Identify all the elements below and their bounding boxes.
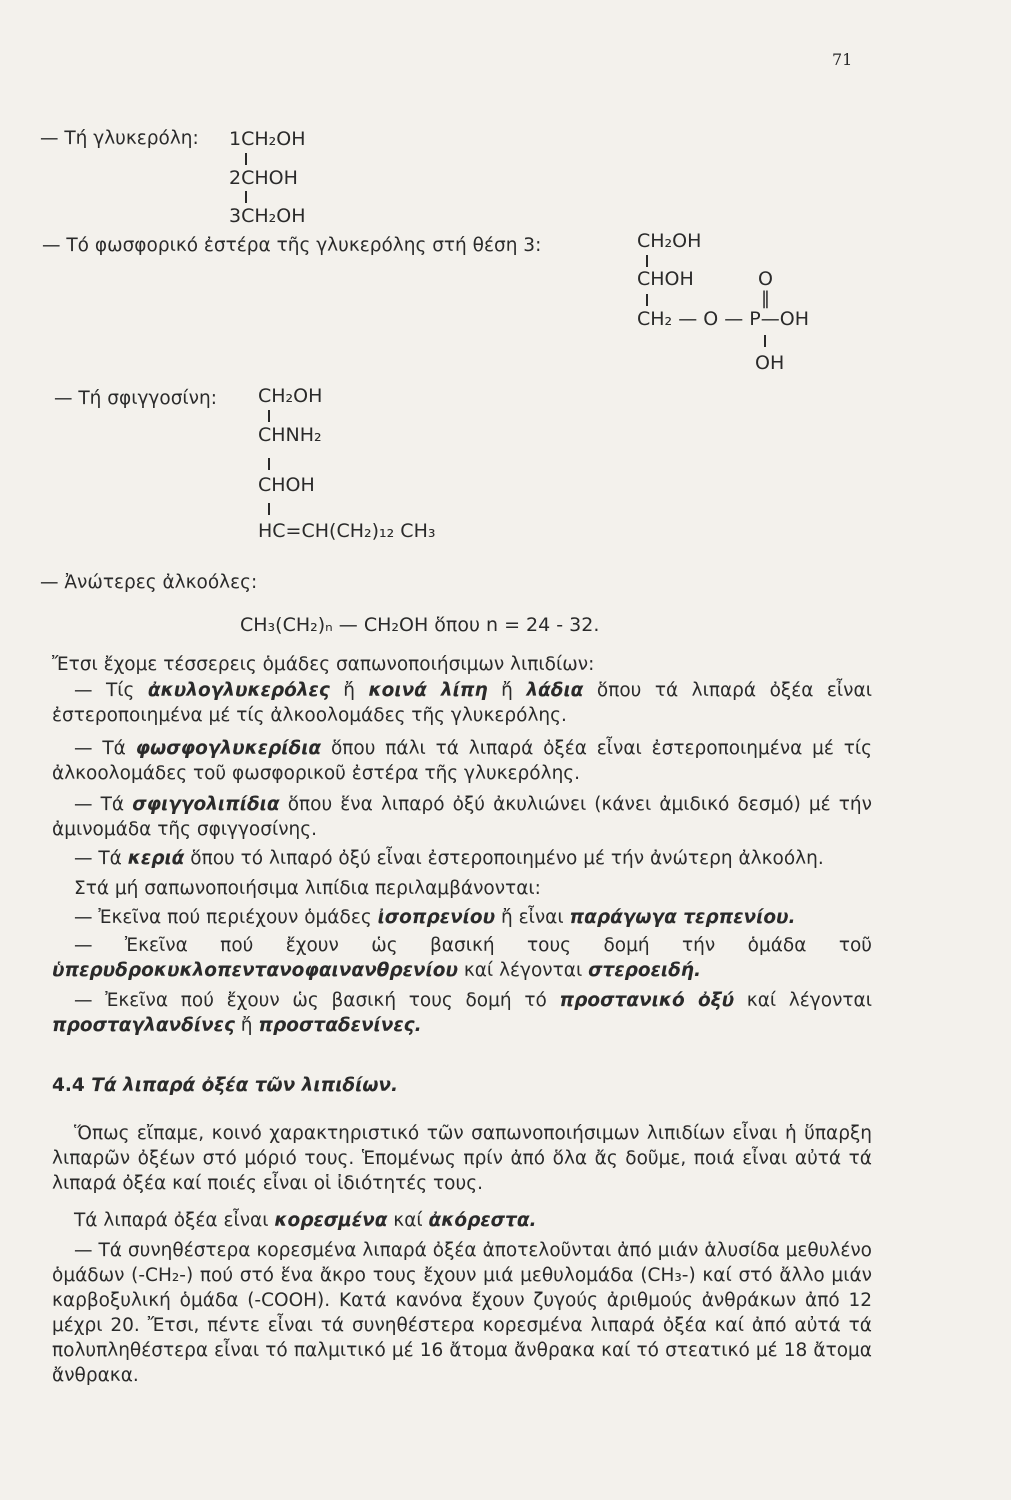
section-heading [52, 1075, 398, 1096]
paragraph-sphingolipids [52, 792, 872, 842]
glycerol-c2: 2CHOH [229, 167, 298, 189]
text: ὅπου ἕνα λιπαρό ὀξύ ἀκυλιώνει (κάνει ἀμιδικό δεσμό) μέ τήν ἀμινομάδα τῆς σφιγγοσίνης. [52, 794, 872, 840]
paragraph-saturated-unsaturated [52, 1208, 872, 1233]
glycerol-c3: 3CH₂OH [229, 205, 306, 227]
term-oils: λάδια [526, 680, 584, 701]
text: — Ἐκεῖνα πού ἔχουν ὡς βασική τους δομή τήν ὁμάδα τοῦ [74, 935, 872, 956]
text: ἤ [329, 680, 369, 701]
term-waxes: κεριά [127, 848, 185, 869]
bond-line [245, 191, 247, 203]
term-common-fats: κοινά λίπη [368, 680, 488, 701]
paragraph-prostaglandins [52, 988, 872, 1038]
text: ὅπου τά λιπαρά ὀξέα εἶναι ἐστεροποιημένα μέ τίς ἀλκοολομάδες τῆς γλυκερόλης. [52, 680, 872, 726]
text: ὅπου τό λιπαρό ὀξύ εἶναι ἐστεροποιημένο μέ τήν ἀνώτερη ἀλκοόλη. [184, 848, 824, 869]
term-phosphoglycerides: φωσφογλυκερίδια [135, 738, 322, 759]
text: ἤ [487, 680, 527, 701]
section-title: Τά λιπαρά ὀξέα τῶν λιπιδίων. [91, 1075, 399, 1096]
alcohols-label: — Ἀνώτερες ἀλκοόλες: [40, 572, 258, 593]
glycerol-c1: 1CH₂OH [229, 128, 306, 150]
text: — Τά [74, 794, 133, 815]
sphingosine-r1: CH₂OH [258, 385, 323, 407]
text: — Ἐκεῖνα πού ἔχουν ὡς βασική τους δομή τό [74, 990, 560, 1011]
term-prostanoic-acid: προστανικό ὀξύ [559, 990, 735, 1011]
text: ὅπου πάλι τά λιπαρά ὀξέα εἶναι ἐστεροποιημένα μέ τίς ἀλκοολομάδες τοῦ φωσφορικοῦ ἐστέρα τῆς γλυκερόλης. [52, 738, 872, 784]
text: ἤ εἶναι [495, 907, 570, 928]
paragraph-intro: Ἔτσι ἔχομε τέσσερεις ὁμάδες σαπωνοποιήσιμων λιπιδίων: [52, 654, 595, 675]
paragraph-isoprene [52, 905, 872, 930]
bond-line [646, 294, 648, 306]
text: ἤ [234, 1015, 259, 1036]
page-number: 71 [832, 50, 853, 69]
bond-line [764, 335, 766, 347]
bond-line [245, 153, 247, 165]
text: — Τά [74, 848, 128, 869]
sphingosine-r2: CHNH₂ [258, 424, 322, 446]
text: καί λέγονται [457, 960, 589, 981]
bond-line [268, 410, 270, 422]
term-saturated: κορεσμένα [274, 1210, 388, 1231]
paragraph-nonsaponifiable: Στά μή σαπωνοποιήσιμα λιπίδια περιλαμβάνονται: [74, 878, 541, 899]
term-acylglycerols: ἀκυλογλυκερόλες [147, 680, 330, 701]
term-cyclopentanophenanthrene: ὑπερυδροκυκλοπεντανοφαινανθρενίου [52, 960, 458, 981]
text: καί [387, 1210, 429, 1231]
paragraph-waxes [52, 846, 872, 871]
paragraph-acylglycerols [52, 678, 872, 728]
term-prostadenines: προσταδενίνες. [258, 1015, 422, 1036]
alcohols-formula: CH₃(CH₂)ₙ — CH₂OH ὅπου n = 24 - 32. [240, 614, 600, 636]
bond-line [268, 503, 270, 515]
term-terpene-derivatives: παράγωγα τερπενίου. [569, 907, 796, 928]
bond-line [646, 255, 648, 267]
paragraph-section-intro: Ὅπως εἴπαμε, κοινό χαρακτηριστικό τῶν σαπωνοποιήσιμων λιπιδίων εἶναι ἡ ὕπαρξη λιπαρῶν ὀξέων στό μόριό τους. Ἑπομένως πρίν ἀπό ὅλα ἄς δοῦμε, ποιά εἶναι αὐτά τά λιπαρά ὀξέα καί ποιές εἶναι οἱ ἰδιότητές τους. [52, 1123, 872, 1194]
paragraph-phosphoglycerides [52, 736, 872, 786]
sphingosine-r4: HC=CH(CH₂)₁₂ CH₃ [258, 520, 436, 542]
phosphoester-oh: OH [755, 352, 785, 374]
term-prostaglandins: προσταγλανδίνες [52, 1015, 235, 1036]
phosphoester-row1: CH₂OH [637, 230, 702, 252]
text: — Τά [74, 738, 136, 759]
phosphoester-row3: CH₂ — O — P—OH [637, 308, 809, 330]
paragraph-saturated-fatty-acids: — Τά συνηθέστερα κορεσμένα λιπαρά ὀξέα ἀποτελοῦνται ἀπό μιάν ἁλυσίδα μεθυλένο ὁμάδων (-CH₂-) πού στό ἕνα ἄκρο τους ἔχουν μιά μεθυλομάδα (CH₃-) καί στό ἄλλο μιάν καρβοξυλική ὁμάδα (-COOH). Κατά κανόνα ἔχουν ζυγούς ἀριθμούς ἀνθράκων ἀπό 12 μέχρι 20. Ἔτσι, πέντε εἶναι τά συνηθέστερα κορεσμένα λιπαρά ὀξέα καί ἀπό αὐτά τά πολυπληθέστερα εἶναι τό παλμιτικό μέ 16 ἄτομα ἄνθρακα καί τό στεατικό μέ 18 ἄτομα ἄνθρακα. [52, 1240, 872, 1386]
text: — Τίς [74, 680, 148, 701]
text: Τά λιπαρά ὀξέα εἶναι [74, 1210, 275, 1231]
section-number: 4.4 [52, 1075, 85, 1096]
term-steroids: στεροειδή. [588, 960, 701, 981]
bond-line [268, 458, 270, 470]
phosphoester-o-top: O [758, 268, 773, 290]
paragraph-steroids [52, 933, 872, 983]
sphingosine-label: — Τή σφιγγοσίνη: [54, 388, 217, 409]
text: καί λέγονται [734, 990, 872, 1011]
term-sphingolipids: σφιγγολιπίδια [132, 794, 280, 815]
phosphoester-double-bond: ‖ [761, 288, 770, 309]
glycerol-label: — Τή γλυκερόλη: [40, 128, 199, 149]
term-unsaturated: ἀκόρεστα. [428, 1210, 537, 1231]
text: — Ἐκεῖνα πού περιέχουν ὁμάδες [74, 907, 378, 928]
sphingosine-r3: CHOH [258, 474, 315, 496]
phosphoester-label: — Τό φωσφορικό ἐστέρα τῆς γλυκερόλης στή θέση 3: [42, 235, 542, 256]
phosphoester-row2: CHOH [637, 268, 694, 290]
term-isoprene: ἰσοπρενίου [377, 907, 496, 928]
